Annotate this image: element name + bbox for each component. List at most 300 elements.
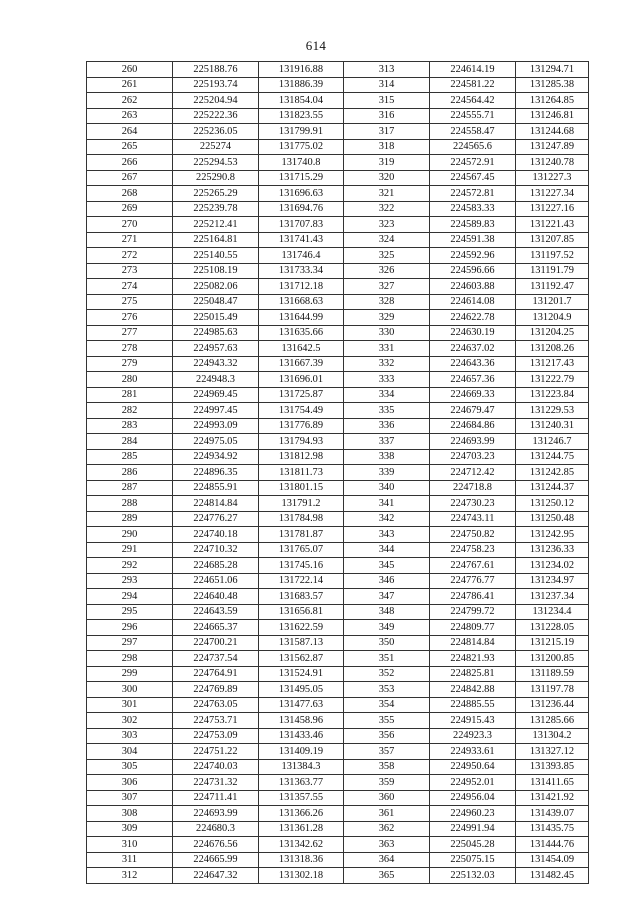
y-coordinate-left: 131784.98 <box>259 511 344 527</box>
x-coordinate-left: 224975.05 <box>173 434 259 450</box>
point-number-right: 349 <box>344 620 430 636</box>
point-number-right: 362 <box>344 821 430 837</box>
x-coordinate-right: 224809.77 <box>430 620 516 636</box>
point-number-left: 309 <box>87 821 173 837</box>
table-row <box>87 279 589 295</box>
table-row <box>87 108 589 124</box>
y-coordinate-left: 131707.83 <box>259 217 344 233</box>
x-coordinate-left: 225048.47 <box>173 294 259 310</box>
x-coordinate-right: 224564.42 <box>430 93 516 109</box>
point-number-left: 293 <box>87 573 173 589</box>
x-coordinate-right: 225075.15 <box>430 852 516 868</box>
x-coordinate-right: 224750.82 <box>430 527 516 543</box>
table-row <box>87 449 589 465</box>
point-number-left: 286 <box>87 465 173 481</box>
point-number-left: 271 <box>87 232 173 248</box>
y-coordinate-left: 131781.87 <box>259 527 344 543</box>
y-coordinate-left: 131823.55 <box>259 108 344 124</box>
point-number-left: 296 <box>87 620 173 636</box>
point-number-left: 283 <box>87 418 173 434</box>
point-number-left: 291 <box>87 542 173 558</box>
x-coordinate-right: 224567.45 <box>430 170 516 186</box>
table-row <box>87 434 589 450</box>
y-coordinate-left: 131642.5 <box>259 341 344 357</box>
table-row <box>87 775 589 791</box>
point-number-left: 284 <box>87 434 173 450</box>
x-coordinate-left: 224814.84 <box>173 496 259 512</box>
y-coordinate-left: 131740.8 <box>259 155 344 171</box>
point-number-right: 326 <box>344 263 430 279</box>
table-row <box>87 124 589 140</box>
table-row <box>87 852 589 868</box>
point-number-left: 272 <box>87 248 173 264</box>
table-row <box>87 697 589 713</box>
y-coordinate-left: 131495.05 <box>259 682 344 698</box>
y-coordinate-right: 131229.53 <box>516 403 589 419</box>
x-coordinate-right: 224703.23 <box>430 449 516 465</box>
point-number-left: 274 <box>87 279 173 295</box>
x-coordinate-right: 224956.04 <box>430 790 516 806</box>
x-coordinate-left: 224957.63 <box>173 341 259 357</box>
point-number-right: 317 <box>344 124 430 140</box>
y-coordinate-left: 131801.15 <box>259 480 344 496</box>
point-number-left: 262 <box>87 93 173 109</box>
point-number-left: 260 <box>87 62 173 78</box>
x-coordinate-left: 224640.48 <box>173 589 259 605</box>
point-number-left: 307 <box>87 790 173 806</box>
point-number-left: 297 <box>87 635 173 651</box>
point-number-right: 322 <box>344 201 430 217</box>
x-coordinate-left: 224676.56 <box>173 837 259 853</box>
point-number-left: 292 <box>87 558 173 574</box>
x-coordinate-right: 224767.61 <box>430 558 516 574</box>
x-coordinate-left: 224665.99 <box>173 852 259 868</box>
x-coordinate-left: 225193.74 <box>173 77 259 93</box>
table-row <box>87 790 589 806</box>
point-number-right: 353 <box>344 682 430 698</box>
y-coordinate-left: 131754.49 <box>259 403 344 419</box>
y-coordinate-right: 131204.25 <box>516 325 589 341</box>
point-number-right: 319 <box>344 155 430 171</box>
x-coordinate-left: 224651.06 <box>173 573 259 589</box>
y-coordinate-left: 131635.66 <box>259 325 344 341</box>
x-coordinate-left: 224680.3 <box>173 821 259 837</box>
point-number-right: 341 <box>344 496 430 512</box>
y-coordinate-right: 131237.34 <box>516 589 589 605</box>
point-number-left: 280 <box>87 372 173 388</box>
point-number-left: 308 <box>87 806 173 822</box>
y-coordinate-left: 131644.99 <box>259 310 344 326</box>
y-coordinate-left: 131433.46 <box>259 728 344 744</box>
point-number-right: 336 <box>344 418 430 434</box>
table-row <box>87 806 589 822</box>
x-coordinate-left: 225108.19 <box>173 263 259 279</box>
y-coordinate-left: 131791.2 <box>259 496 344 512</box>
x-coordinate-left: 224731.32 <box>173 775 259 791</box>
x-coordinate-right: 224684.86 <box>430 418 516 434</box>
y-coordinate-left: 131668.63 <box>259 294 344 310</box>
point-number-right: 321 <box>344 186 430 202</box>
point-number-right: 334 <box>344 387 430 403</box>
y-coordinate-left: 131458.96 <box>259 713 344 729</box>
x-coordinate-right: 224960.23 <box>430 806 516 822</box>
point-number-left: 299 <box>87 666 173 682</box>
y-coordinate-right: 131264.85 <box>516 93 589 109</box>
y-coordinate-right: 131242.95 <box>516 527 589 543</box>
point-number-right: 348 <box>344 604 430 620</box>
x-coordinate-left: 224776.27 <box>173 511 259 527</box>
coordinates-table <box>86 61 589 884</box>
point-number-right: 340 <box>344 480 430 496</box>
y-coordinate-right: 131285.66 <box>516 713 589 729</box>
point-number-left: 279 <box>87 356 173 372</box>
point-number-right: 364 <box>344 852 430 868</box>
y-coordinate-left: 131725.87 <box>259 387 344 403</box>
point-number-left: 298 <box>87 651 173 667</box>
y-coordinate-left: 131886.39 <box>259 77 344 93</box>
y-coordinate-right: 131207.85 <box>516 232 589 248</box>
table-row <box>87 387 589 403</box>
x-coordinate-right: 224991.94 <box>430 821 516 837</box>
table-row <box>87 558 589 574</box>
table-row <box>87 666 589 682</box>
point-number-left: 277 <box>87 325 173 341</box>
point-number-right: 352 <box>344 666 430 682</box>
point-number-left: 273 <box>87 263 173 279</box>
y-coordinate-left: 131342.62 <box>259 837 344 853</box>
x-coordinate-left: 224985.63 <box>173 325 259 341</box>
point-number-left: 281 <box>87 387 173 403</box>
y-coordinate-left: 131812.98 <box>259 449 344 465</box>
point-number-left: 312 <box>87 868 173 884</box>
x-coordinate-left: 225236.05 <box>173 124 259 140</box>
point-number-left: 285 <box>87 449 173 465</box>
y-coordinate-right: 131227.16 <box>516 201 589 217</box>
point-number-right: 331 <box>344 341 430 357</box>
x-coordinate-right: 224572.81 <box>430 186 516 202</box>
table-row <box>87 325 589 341</box>
x-coordinate-left: 225164.81 <box>173 232 259 248</box>
y-coordinate-left: 131854.04 <box>259 93 344 109</box>
point-number-right: 363 <box>344 837 430 853</box>
x-coordinate-left: 224769.89 <box>173 682 259 698</box>
y-coordinate-right: 131234.02 <box>516 558 589 574</box>
y-coordinate-left: 131916.88 <box>259 62 344 78</box>
point-number-right: 360 <box>344 790 430 806</box>
table-row <box>87 310 589 326</box>
page-number: 614 <box>305 38 327 53</box>
x-coordinate-right: 225132.03 <box>430 868 516 884</box>
table-row <box>87 170 589 186</box>
y-coordinate-right: 131240.31 <box>516 418 589 434</box>
y-coordinate-right: 131247.89 <box>516 139 589 155</box>
table-row <box>87 682 589 698</box>
table-row <box>87 651 589 667</box>
y-coordinate-left: 131622.59 <box>259 620 344 636</box>
point-number-right: 313 <box>344 62 430 78</box>
y-coordinate-right: 131454.09 <box>516 852 589 868</box>
x-coordinate-left: 224751.22 <box>173 744 259 760</box>
x-coordinate-right: 224591.38 <box>430 232 516 248</box>
y-coordinate-left: 131776.89 <box>259 418 344 434</box>
x-coordinate-right: 224572.91 <box>430 155 516 171</box>
y-coordinate-left: 131363.77 <box>259 775 344 791</box>
point-number-right: 339 <box>344 465 430 481</box>
y-coordinate-left: 131712.18 <box>259 279 344 295</box>
table-row <box>87 573 589 589</box>
x-coordinate-left: 225274 <box>173 139 259 155</box>
y-coordinate-left: 131745.16 <box>259 558 344 574</box>
y-coordinate-left: 131775.02 <box>259 139 344 155</box>
x-coordinate-left: 225204.94 <box>173 93 259 109</box>
y-coordinate-right: 131234.97 <box>516 573 589 589</box>
x-coordinate-right: 224679.47 <box>430 403 516 419</box>
x-coordinate-left: 224711.41 <box>173 790 259 806</box>
point-number-right: 357 <box>344 744 430 760</box>
y-coordinate-left: 131696.63 <box>259 186 344 202</box>
x-coordinate-left: 224993.09 <box>173 418 259 434</box>
point-number-left: 310 <box>87 837 173 853</box>
x-coordinate-left: 224934.92 <box>173 449 259 465</box>
y-coordinate-right: 131411.65 <box>516 775 589 791</box>
point-number-right: 358 <box>344 759 430 775</box>
y-coordinate-right: 131393.85 <box>516 759 589 775</box>
table-row <box>87 759 589 775</box>
x-coordinate-left: 224764.91 <box>173 666 259 682</box>
point-number-right: 330 <box>344 325 430 341</box>
point-number-right: 346 <box>344 573 430 589</box>
point-number-left: 287 <box>87 480 173 496</box>
x-coordinate-left: 224665.37 <box>173 620 259 636</box>
y-coordinate-right: 131244.68 <box>516 124 589 140</box>
point-number-left: 276 <box>87 310 173 326</box>
x-coordinate-right: 224657.36 <box>430 372 516 388</box>
y-coordinate-right: 131204.9 <box>516 310 589 326</box>
point-number-left: 270 <box>87 217 173 233</box>
point-number-right: 314 <box>344 77 430 93</box>
table-row <box>87 62 589 78</box>
x-coordinate-left: 224896.35 <box>173 465 259 481</box>
point-number-right: 344 <box>344 542 430 558</box>
y-coordinate-right: 131192.47 <box>516 279 589 295</box>
x-coordinate-right: 224558.47 <box>430 124 516 140</box>
x-coordinate-left: 224997.45 <box>173 403 259 419</box>
x-coordinate-left: 224710.32 <box>173 542 259 558</box>
table-row <box>87 155 589 171</box>
x-coordinate-right: 224596.66 <box>430 263 516 279</box>
point-number-left: 301 <box>87 697 173 713</box>
x-coordinate-right: 224669.33 <box>430 387 516 403</box>
table-row <box>87 77 589 93</box>
x-coordinate-left: 225188.76 <box>173 62 259 78</box>
point-number-right: 345 <box>344 558 430 574</box>
table-row <box>87 403 589 419</box>
y-coordinate-right: 131201.7 <box>516 294 589 310</box>
y-coordinate-left: 131667.39 <box>259 356 344 372</box>
point-number-right: 327 <box>344 279 430 295</box>
y-coordinate-left: 131562.87 <box>259 651 344 667</box>
y-coordinate-right: 131236.33 <box>516 542 589 558</box>
point-number-right: 333 <box>344 372 430 388</box>
y-coordinate-right: 131244.75 <box>516 449 589 465</box>
x-coordinate-left: 224647.32 <box>173 868 259 884</box>
point-number-right: 338 <box>344 449 430 465</box>
table-row <box>87 837 589 853</box>
point-number-left: 288 <box>87 496 173 512</box>
x-coordinate-right: 224589.83 <box>430 217 516 233</box>
point-number-right: 365 <box>344 868 430 884</box>
x-coordinate-left: 225294.53 <box>173 155 259 171</box>
y-coordinate-right: 131191.79 <box>516 263 589 279</box>
point-number-right: 315 <box>344 93 430 109</box>
table-row <box>87 620 589 636</box>
table-row <box>87 248 589 264</box>
x-coordinate-right: 224693.99 <box>430 434 516 450</box>
y-coordinate-left: 131694.76 <box>259 201 344 217</box>
x-coordinate-left: 224643.59 <box>173 604 259 620</box>
y-coordinate-right: 131304.2 <box>516 728 589 744</box>
x-coordinate-left: 225265.29 <box>173 186 259 202</box>
point-number-right: 351 <box>344 651 430 667</box>
y-coordinate-left: 131696.01 <box>259 372 344 388</box>
y-coordinate-right: 131246.81 <box>516 108 589 124</box>
table-row <box>87 713 589 729</box>
y-coordinate-left: 131715.29 <box>259 170 344 186</box>
point-number-left: 289 <box>87 511 173 527</box>
table-row <box>87 868 589 884</box>
point-number-right: 356 <box>344 728 430 744</box>
table-row <box>87 201 589 217</box>
x-coordinate-left: 225290.8 <box>173 170 259 186</box>
table-row <box>87 232 589 248</box>
x-coordinate-right: 224952.01 <box>430 775 516 791</box>
x-coordinate-left: 224753.09 <box>173 728 259 744</box>
x-coordinate-right: 224712.42 <box>430 465 516 481</box>
x-coordinate-left: 224737.54 <box>173 651 259 667</box>
point-number-left: 290 <box>87 527 173 543</box>
x-coordinate-right: 224583.33 <box>430 201 516 217</box>
x-coordinate-right: 224933.61 <box>430 744 516 760</box>
x-coordinate-right: 224915.43 <box>430 713 516 729</box>
y-coordinate-left: 131656.81 <box>259 604 344 620</box>
y-coordinate-left: 131683.57 <box>259 589 344 605</box>
y-coordinate-right: 131444.76 <box>516 837 589 853</box>
table-row <box>87 744 589 760</box>
x-coordinate-left: 224740.18 <box>173 527 259 543</box>
x-coordinate-left: 224948.3 <box>173 372 259 388</box>
y-coordinate-left: 131384.3 <box>259 759 344 775</box>
table-row <box>87 263 589 279</box>
y-coordinate-right: 131234.4 <box>516 604 589 620</box>
point-number-left: 264 <box>87 124 173 140</box>
x-coordinate-right: 224592.96 <box>430 248 516 264</box>
y-coordinate-right: 131197.78 <box>516 682 589 698</box>
y-coordinate-right: 131482.45 <box>516 868 589 884</box>
x-coordinate-right: 225045.28 <box>430 837 516 853</box>
y-coordinate-right: 131285.38 <box>516 77 589 93</box>
x-coordinate-left: 224943.32 <box>173 356 259 372</box>
x-coordinate-left: 224969.45 <box>173 387 259 403</box>
y-coordinate-right: 131197.52 <box>516 248 589 264</box>
point-number-right: 335 <box>344 403 430 419</box>
y-coordinate-right: 131208.26 <box>516 341 589 357</box>
x-coordinate-left: 224685.28 <box>173 558 259 574</box>
point-number-right: 350 <box>344 635 430 651</box>
x-coordinate-right: 224718.8 <box>430 480 516 496</box>
point-number-right: 343 <box>344 527 430 543</box>
y-coordinate-left: 131741.43 <box>259 232 344 248</box>
table-row <box>87 93 589 109</box>
point-number-right: 337 <box>344 434 430 450</box>
y-coordinate-left: 131409.19 <box>259 744 344 760</box>
table-row <box>87 418 589 434</box>
x-coordinate-right: 224637.02 <box>430 341 516 357</box>
point-number-left: 265 <box>87 139 173 155</box>
x-coordinate-left: 224740.03 <box>173 759 259 775</box>
point-number-right: 347 <box>344 589 430 605</box>
table-row <box>87 294 589 310</box>
y-coordinate-left: 131477.63 <box>259 697 344 713</box>
y-coordinate-right: 131221.43 <box>516 217 589 233</box>
point-number-right: 354 <box>344 697 430 713</box>
y-coordinate-right: 131215.19 <box>516 635 589 651</box>
point-number-left: 306 <box>87 775 173 791</box>
y-coordinate-right: 131327.12 <box>516 744 589 760</box>
x-coordinate-right: 224758.23 <box>430 542 516 558</box>
point-number-left: 278 <box>87 341 173 357</box>
table-row <box>87 728 589 744</box>
y-coordinate-left: 131733.34 <box>259 263 344 279</box>
point-number-left: 304 <box>87 744 173 760</box>
y-coordinate-right: 131228.05 <box>516 620 589 636</box>
x-coordinate-left: 224753.71 <box>173 713 259 729</box>
point-number-right: 342 <box>344 511 430 527</box>
x-coordinate-left: 224855.91 <box>173 480 259 496</box>
point-number-left: 269 <box>87 201 173 217</box>
y-coordinate-left: 131361.28 <box>259 821 344 837</box>
point-number-left: 311 <box>87 852 173 868</box>
x-coordinate-right: 224730.23 <box>430 496 516 512</box>
x-coordinate-right: 224622.78 <box>430 310 516 326</box>
point-number-left: 275 <box>87 294 173 310</box>
y-coordinate-right: 131242.85 <box>516 465 589 481</box>
y-coordinate-right: 131227.3 <box>516 170 589 186</box>
point-number-left: 294 <box>87 589 173 605</box>
x-coordinate-left: 225015.49 <box>173 310 259 326</box>
y-coordinate-right: 131227.34 <box>516 186 589 202</box>
point-number-right: 325 <box>344 248 430 264</box>
x-coordinate-right: 224643.36 <box>430 356 516 372</box>
y-coordinate-right: 131236.44 <box>516 697 589 713</box>
y-coordinate-right: 131244.37 <box>516 480 589 496</box>
point-number-left: 305 <box>87 759 173 775</box>
x-coordinate-right: 224565.6 <box>430 139 516 155</box>
x-coordinate-right: 224603.88 <box>430 279 516 295</box>
y-coordinate-right: 131223.84 <box>516 387 589 403</box>
point-number-right: 359 <box>344 775 430 791</box>
table-row <box>87 356 589 372</box>
y-coordinate-left: 131302.18 <box>259 868 344 884</box>
point-number-right: 316 <box>344 108 430 124</box>
x-coordinate-left: 225222.36 <box>173 108 259 124</box>
x-coordinate-left: 225082.06 <box>173 279 259 295</box>
x-coordinate-left: 224693.99 <box>173 806 259 822</box>
y-coordinate-right: 131421.92 <box>516 790 589 806</box>
table-row <box>87 511 589 527</box>
table-row <box>87 372 589 388</box>
x-coordinate-left: 224763.05 <box>173 697 259 713</box>
y-coordinate-left: 131357.55 <box>259 790 344 806</box>
